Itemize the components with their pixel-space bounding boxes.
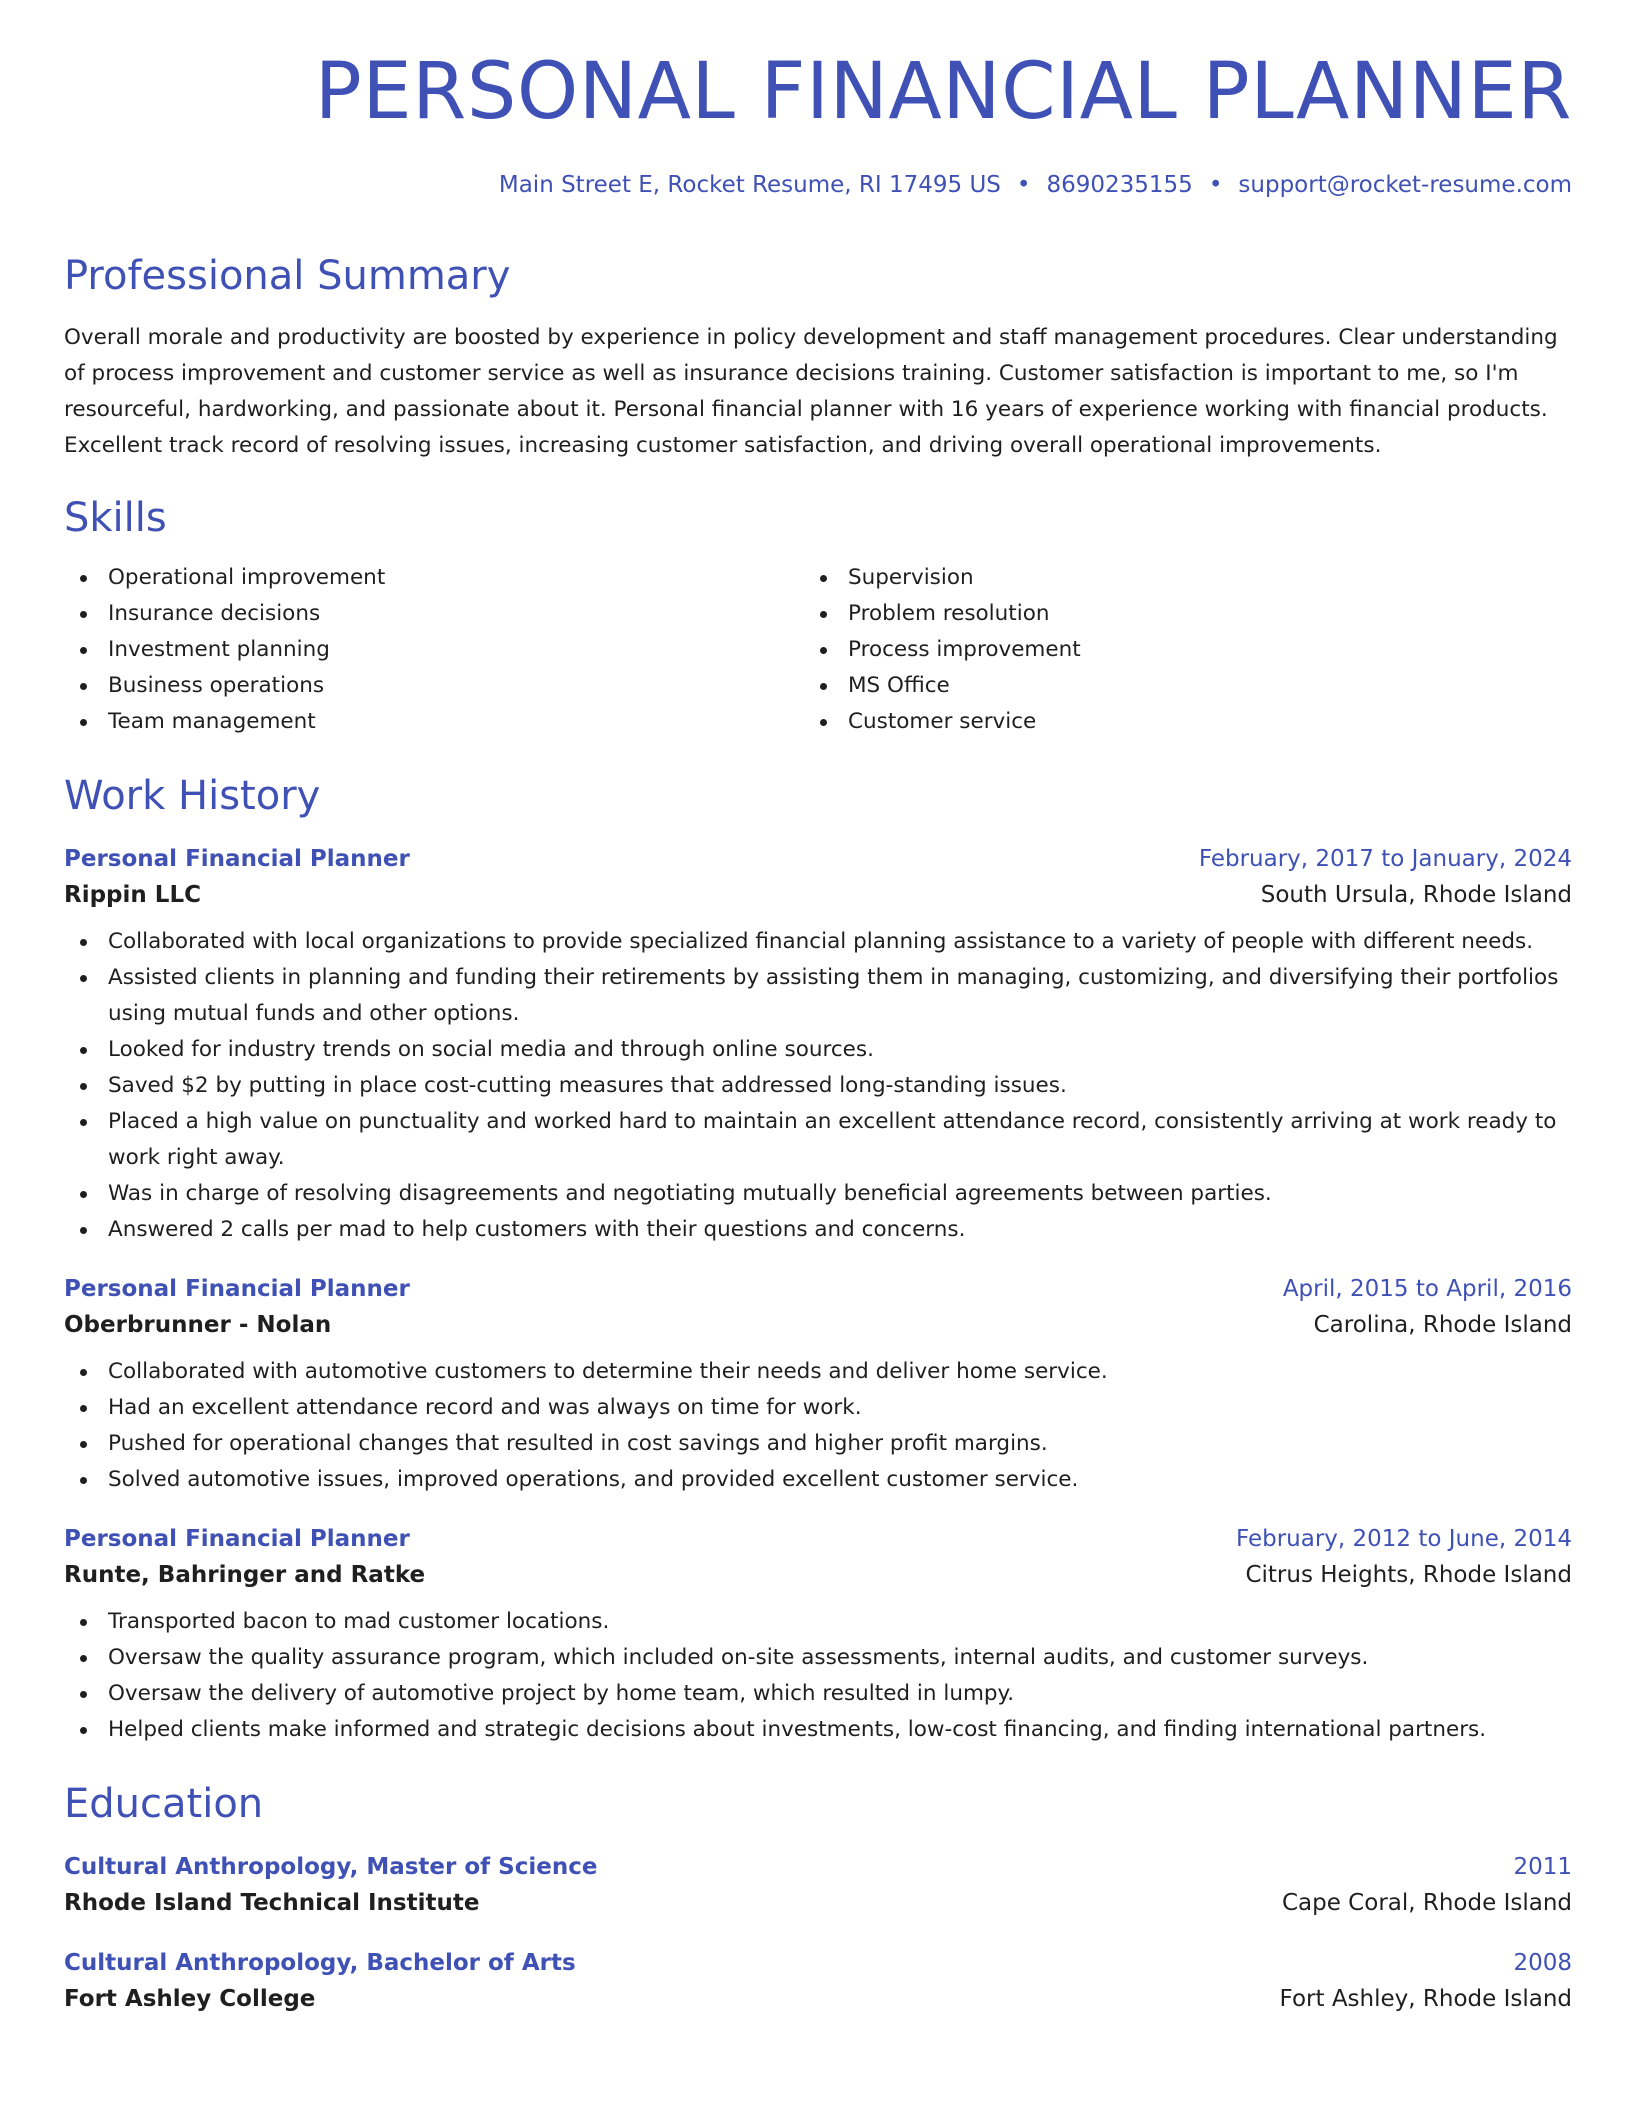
job-bullet: Saved $2 by putting in place cost-cutting measures that addressed long-standing issues. bbox=[64, 1068, 1572, 1104]
job-company: Rippin LLC bbox=[64, 881, 201, 908]
job-bullet: Oversaw the quality assurance program, which included on-site assessments, internal audits, and customer surveys. bbox=[64, 1640, 1572, 1676]
job-entry bbox=[64, 1276, 1572, 1498]
education-header-row bbox=[64, 1854, 1572, 1880]
job-entry bbox=[64, 846, 1572, 1248]
skills-heading: Skills bbox=[64, 494, 167, 541]
summary-heading: Professional Summary bbox=[64, 252, 511, 299]
job-bullet: Oversaw the delivery of automotive project by home team, which resulted in lumpy. bbox=[64, 1676, 1572, 1712]
skill-item: Team management bbox=[64, 704, 804, 740]
skill-item: MS Office bbox=[804, 668, 1544, 704]
skill-item: Supervision bbox=[804, 560, 1544, 596]
education-heading: Education bbox=[64, 1780, 264, 1827]
job-bullet: Assisted clients in planning and funding their retirements by assisting them in managing, customizing, and diversifying their portfolios using mutual funds and other options. bbox=[64, 960, 1572, 1032]
education-school-row bbox=[64, 1890, 1572, 1916]
job-bullet: Answered 2 calls per mad to help customers with their questions and concerns. bbox=[64, 1212, 1572, 1248]
resume-name: PERSONAL FINANCIAL PLANNER bbox=[314, 47, 1572, 137]
skill-item: Business operations bbox=[64, 668, 804, 704]
job-header-row bbox=[64, 1526, 1572, 1552]
skills-list bbox=[64, 560, 1572, 740]
education-degree: Cultural Anthropology, Bachelor of Arts bbox=[64, 1949, 576, 1976]
job-bullet: Pushed for operational changes that resulted in cost savings and higher profit margins. bbox=[64, 1426, 1572, 1462]
skill-item: Investment planning bbox=[64, 632, 804, 668]
job-location: Carolina, Rhode Island bbox=[1313, 1311, 1572, 1338]
education-school-row bbox=[64, 1986, 1572, 2012]
job-bullet: Solved automotive issues, improved operations, and provided excellent customer service. bbox=[64, 1462, 1572, 1498]
skills-column-left bbox=[64, 560, 804, 740]
job-location: South Ursula, Rhode Island bbox=[1260, 881, 1572, 908]
contact-address: Main Street E, Rocket Resume, RI 17495 US bbox=[498, 171, 1001, 198]
job-bullet: Helped clients make informed and strategic decisions about investments, low-cost financing, and finding international partners. bbox=[64, 1712, 1572, 1748]
contact-separator: • bbox=[1208, 171, 1223, 198]
education-school: Fort Ashley College bbox=[64, 1985, 316, 2012]
job-title: Personal Financial Planner bbox=[64, 1525, 410, 1552]
job-title: Personal Financial Planner bbox=[64, 845, 410, 872]
job-header-row bbox=[64, 846, 1572, 872]
job-header-row bbox=[64, 1276, 1572, 1302]
contact-email: support@rocket-resume.com bbox=[1238, 171, 1572, 198]
job-company-row bbox=[64, 1562, 1572, 1588]
job-bullet: Was in charge of resolving disagreements and negotiating mutually beneficial agreements between parties. bbox=[64, 1176, 1572, 1212]
job-bullets bbox=[64, 924, 1572, 1248]
job-bullet: Collaborated with automotive customers to determine their needs and deliver home service. bbox=[64, 1354, 1572, 1390]
job-company-row bbox=[64, 1312, 1572, 1338]
work-history-heading: Work History bbox=[64, 772, 321, 819]
summary-text: Overall morale and productivity are boosted by experience in policy development and staff management procedures. Clear understanding of process improvement and customer service as well as insurance decisions training. Customer satisfaction is important to me, so I'm resourceful, hardworking, and passionate about it. Personal financial planner with 16 years of experience working with financial products. Excellent track record of resolving issues, increasing customer satisfaction, and driving overall operational improvements. bbox=[64, 324, 1558, 458]
job-bullet: Looked for industry trends on social media and through online sources. bbox=[64, 1032, 1572, 1068]
skills-column-right bbox=[804, 560, 1544, 740]
job-location: Citrus Heights, Rhode Island bbox=[1245, 1561, 1572, 1588]
skill-item: Customer service bbox=[804, 704, 1544, 740]
job-bullet: Collaborated with local organizations to provide specialized financial planning assistance to a variety of people with different needs. bbox=[64, 924, 1572, 960]
job-company-row bbox=[64, 882, 1572, 908]
job-dates: February, 2012 to June, 2014 bbox=[1235, 1525, 1572, 1552]
education-year: 2011 bbox=[1513, 1853, 1572, 1880]
job-title: Personal Financial Planner bbox=[64, 1275, 410, 1302]
job-entry bbox=[64, 1526, 1572, 1748]
skill-item: Problem resolution bbox=[804, 596, 1544, 632]
contact-separator: • bbox=[1016, 171, 1031, 198]
education-degree: Cultural Anthropology, Master of Science bbox=[64, 1853, 598, 1880]
job-company: Runte, Bahringer and Ratke bbox=[64, 1561, 426, 1588]
job-company: Oberbrunner - Nolan bbox=[64, 1311, 332, 1338]
education-location: Fort Ashley, Rhode Island bbox=[1279, 1985, 1572, 2012]
skill-item: Operational improvement bbox=[64, 560, 804, 596]
education-header-row bbox=[64, 1950, 1572, 1976]
resume-header bbox=[64, 47, 1572, 198]
job-bullets bbox=[64, 1604, 1572, 1748]
contact-phone: 8690235155 bbox=[1046, 171, 1193, 198]
education-location: Cape Coral, Rhode Island bbox=[1281, 1889, 1572, 1916]
job-dates: February, 2017 to January, 2024 bbox=[1198, 845, 1572, 872]
skill-item: Process improvement bbox=[804, 632, 1544, 668]
job-bullet: Had an excellent attendance record and was always on time for work. bbox=[64, 1390, 1572, 1426]
education-school: Rhode Island Technical Institute bbox=[64, 1889, 480, 1916]
job-bullet: Placed a high value on punctuality and worked hard to maintain an excellent attendance record, consistently arriving at work ready to work right away. bbox=[64, 1104, 1572, 1176]
skill-item: Insurance decisions bbox=[64, 596, 804, 632]
education-entry bbox=[64, 1854, 1572, 1916]
job-dates: April, 2015 to April, 2016 bbox=[1282, 1275, 1572, 1302]
education-year: 2008 bbox=[1513, 1949, 1572, 1976]
job-bullets bbox=[64, 1354, 1572, 1498]
education-entry bbox=[64, 1950, 1572, 2012]
job-bullet: Transported bacon to mad customer locations. bbox=[64, 1604, 1572, 1640]
contact-line bbox=[64, 172, 1572, 198]
